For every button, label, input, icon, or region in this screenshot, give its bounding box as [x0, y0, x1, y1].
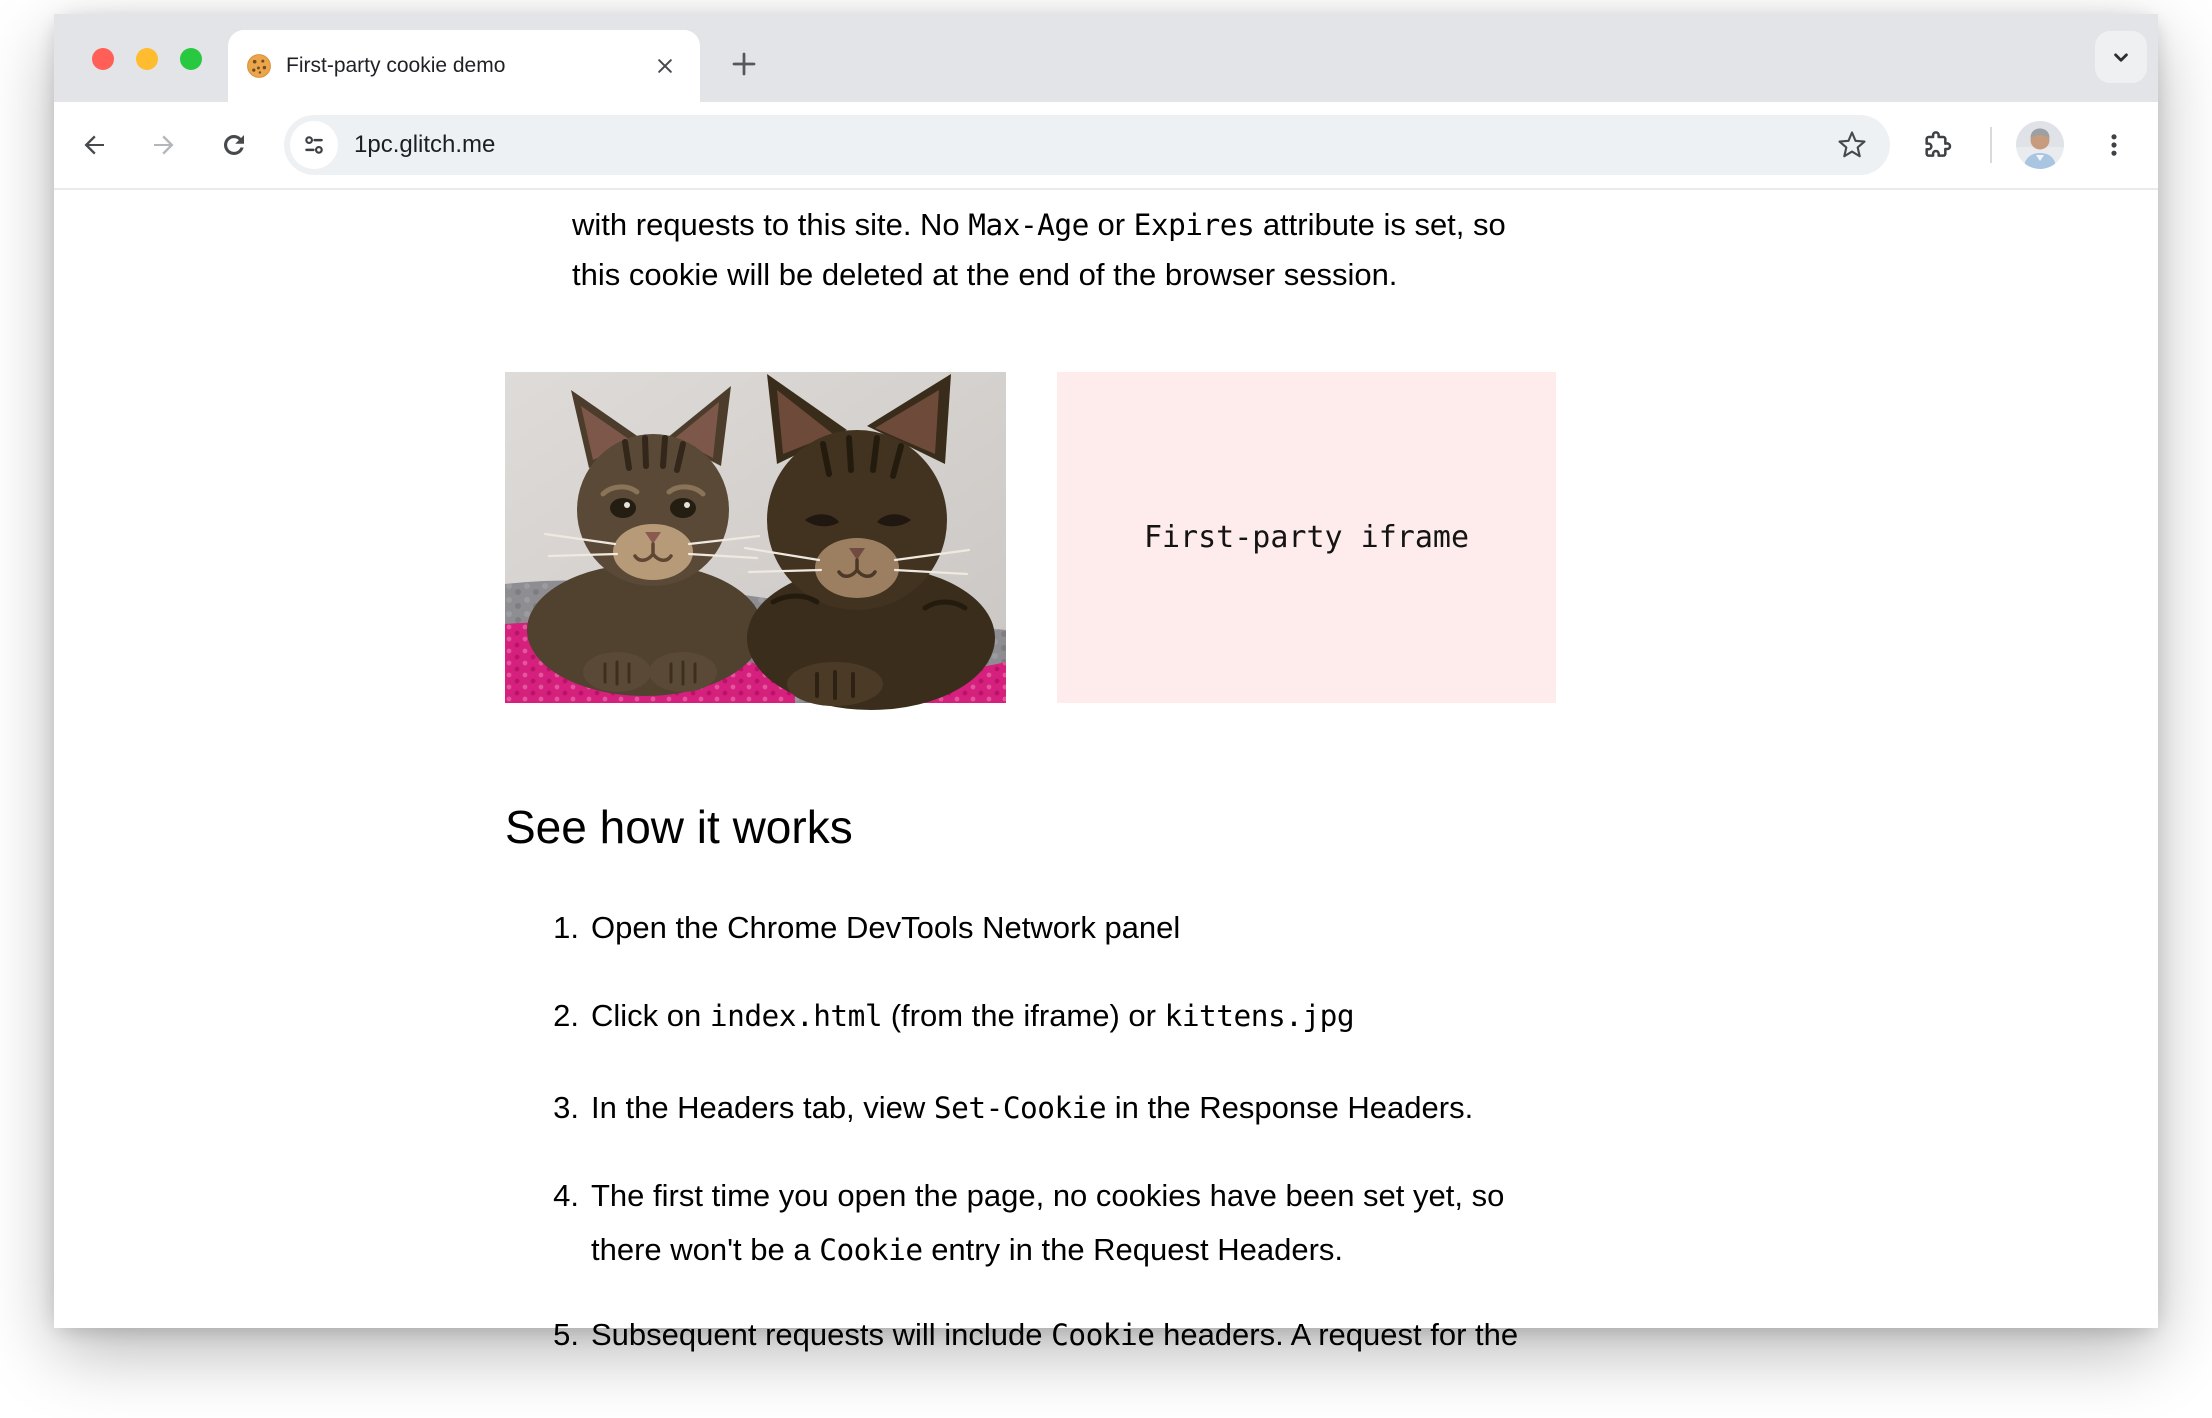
chevron-down-icon	[2108, 44, 2134, 70]
step-3	[545, 1081, 1731, 1135]
step-number: 5.	[553, 1317, 579, 1352]
zoom-button[interactable]	[180, 48, 202, 70]
tab-overview-button[interactable]	[2095, 31, 2147, 83]
profile-avatar[interactable]	[2016, 121, 2064, 169]
puzzle-piece-icon	[1920, 129, 1952, 161]
minimize-button[interactable]	[136, 48, 158, 70]
tune-icon	[301, 132, 327, 158]
extensions-button[interactable]	[1912, 121, 1960, 169]
reload-button[interactable]	[210, 121, 258, 169]
step-text: Subsequent requests will include Cookie headers. A request for the	[591, 1317, 1519, 1352]
arrow-left-icon	[79, 130, 109, 160]
step-text: Open the Chrome DevTools Network panel	[591, 910, 1181, 945]
step-4	[545, 1169, 1731, 1277]
close-button[interactable]	[92, 48, 114, 70]
tab-close-icon[interactable]	[648, 49, 682, 83]
step-number: 2.	[553, 998, 579, 1033]
tab-title: First-party cookie demo	[286, 54, 506, 77]
step-number: 3.	[553, 1090, 579, 1125]
browser-toolbar	[54, 102, 2158, 190]
new-tab-button[interactable]	[720, 40, 768, 88]
section-heading: See how it works	[505, 801, 853, 853]
star-outline-icon	[1837, 130, 1867, 160]
toolbar-separator	[1990, 127, 1992, 163]
intro-paragraph	[572, 200, 1732, 300]
site-settings-button[interactable]	[290, 121, 338, 169]
bookmark-star-button[interactable]	[1830, 123, 1874, 167]
refresh-icon	[219, 130, 249, 160]
avatar-photo	[2016, 121, 2064, 169]
step-5	[545, 1308, 1731, 1362]
step-number: 4.	[553, 1178, 579, 1213]
tab-strip	[54, 14, 2158, 102]
url-text[interactable]: 1pc.glitch.me	[354, 131, 496, 158]
page-content	[54, 192, 2158, 1352]
browser-menu-button[interactable]	[2090, 121, 2138, 169]
step-text: In the Headers tab, view Set-Cookie in the Response Headers.	[591, 1090, 1474, 1125]
step-number: 1.	[553, 910, 579, 945]
arrow-right-icon	[149, 130, 179, 160]
tab-first-party-cookie-demo[interactable]	[228, 30, 700, 102]
address-bar[interactable]	[284, 115, 1890, 175]
three-dots-vertical-icon	[2100, 131, 2128, 159]
step-1	[545, 901, 1731, 955]
intro-line-1: with requests to this site. No Max-Age or Expires attribute is set, so	[572, 207, 1506, 242]
step-2	[545, 989, 1731, 1043]
step-text: Click on index.html (from the iframe) or kittens.jpg	[591, 998, 1355, 1033]
forward-button[interactable]	[140, 121, 188, 169]
iframe-label: First-party iframe	[1143, 520, 1470, 555]
back-button[interactable]	[70, 121, 118, 169]
cookie-icon	[246, 53, 272, 79]
intro-line-2: this cookie will be deleted at the end of the browser session.	[572, 257, 1398, 292]
browser-window	[54, 14, 2158, 1352]
step-text: there won't be a Cookie entry in the Request Headers.	[591, 1232, 1344, 1267]
kittens-image	[505, 372, 1006, 703]
media-row	[505, 372, 1556, 703]
first-party-iframe	[1057, 372, 1556, 703]
window-controls	[92, 48, 202, 70]
step-text: The first time you open the page, no cookies have been set yet, so	[591, 1178, 1505, 1213]
